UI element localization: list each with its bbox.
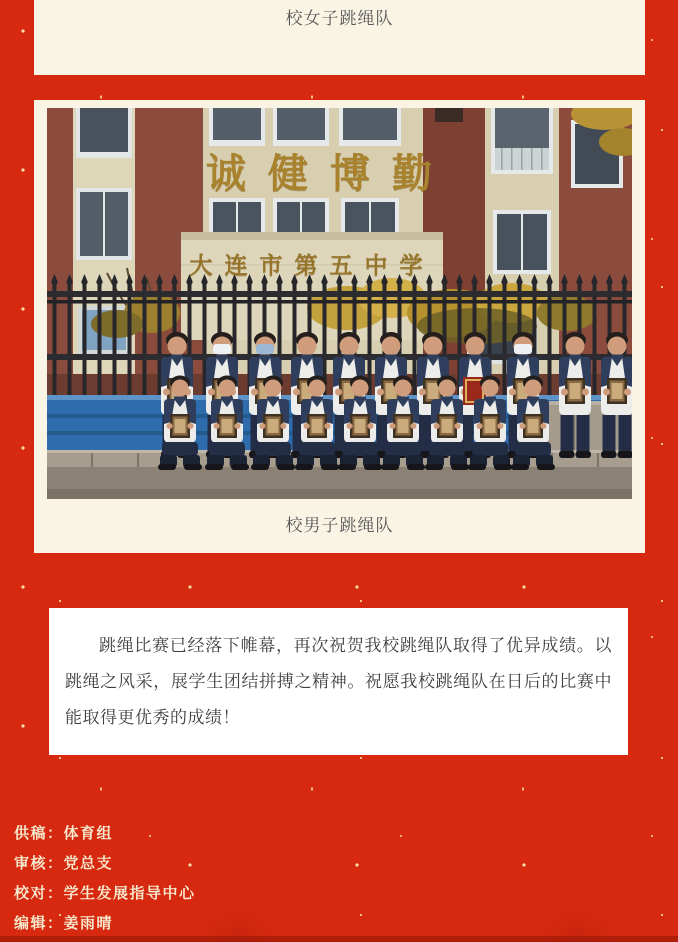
school-name-text: 大连市第五中学 — [189, 252, 435, 279]
boys-team-photo-card — [34, 100, 645, 553]
girls-team-caption-card — [34, 0, 645, 75]
white-face-mask — [213, 344, 231, 354]
article-paragraph: 跳绳比赛已经落下帷幕，再次祝贺我校跳绳队取得了优异成绩。以跳绳之风采，展学生团结拼搏之精神。祝愿我校跳绳队在日后的比赛中能取得更优秀的成绩！ — [65, 636, 612, 727]
article-text-card — [49, 608, 628, 755]
group-photo[interactable] — [47, 108, 632, 499]
group-photo-scene — [47, 108, 632, 499]
credit-line-contributor: 供稿：体育组 — [14, 825, 114, 842]
blue-face-mask — [256, 344, 274, 354]
white-face-mask — [514, 344, 532, 354]
credit-line-proofreader: 校对：学生发展指导中心 — [14, 885, 196, 902]
girls-team-caption: 校女子跳绳队 — [285, 9, 394, 28]
boys-team-caption: 校男子跳绳队 — [285, 516, 394, 535]
credit-line-reviewer: 审核：党总支 — [14, 855, 114, 872]
credit-line-editor: 编辑：姜雨晴 — [14, 915, 114, 932]
credits-block — [14, 819, 196, 939]
bottom-edge-shade — [0, 936, 678, 942]
building-motto-text: 诚健博勤 — [206, 150, 454, 197]
